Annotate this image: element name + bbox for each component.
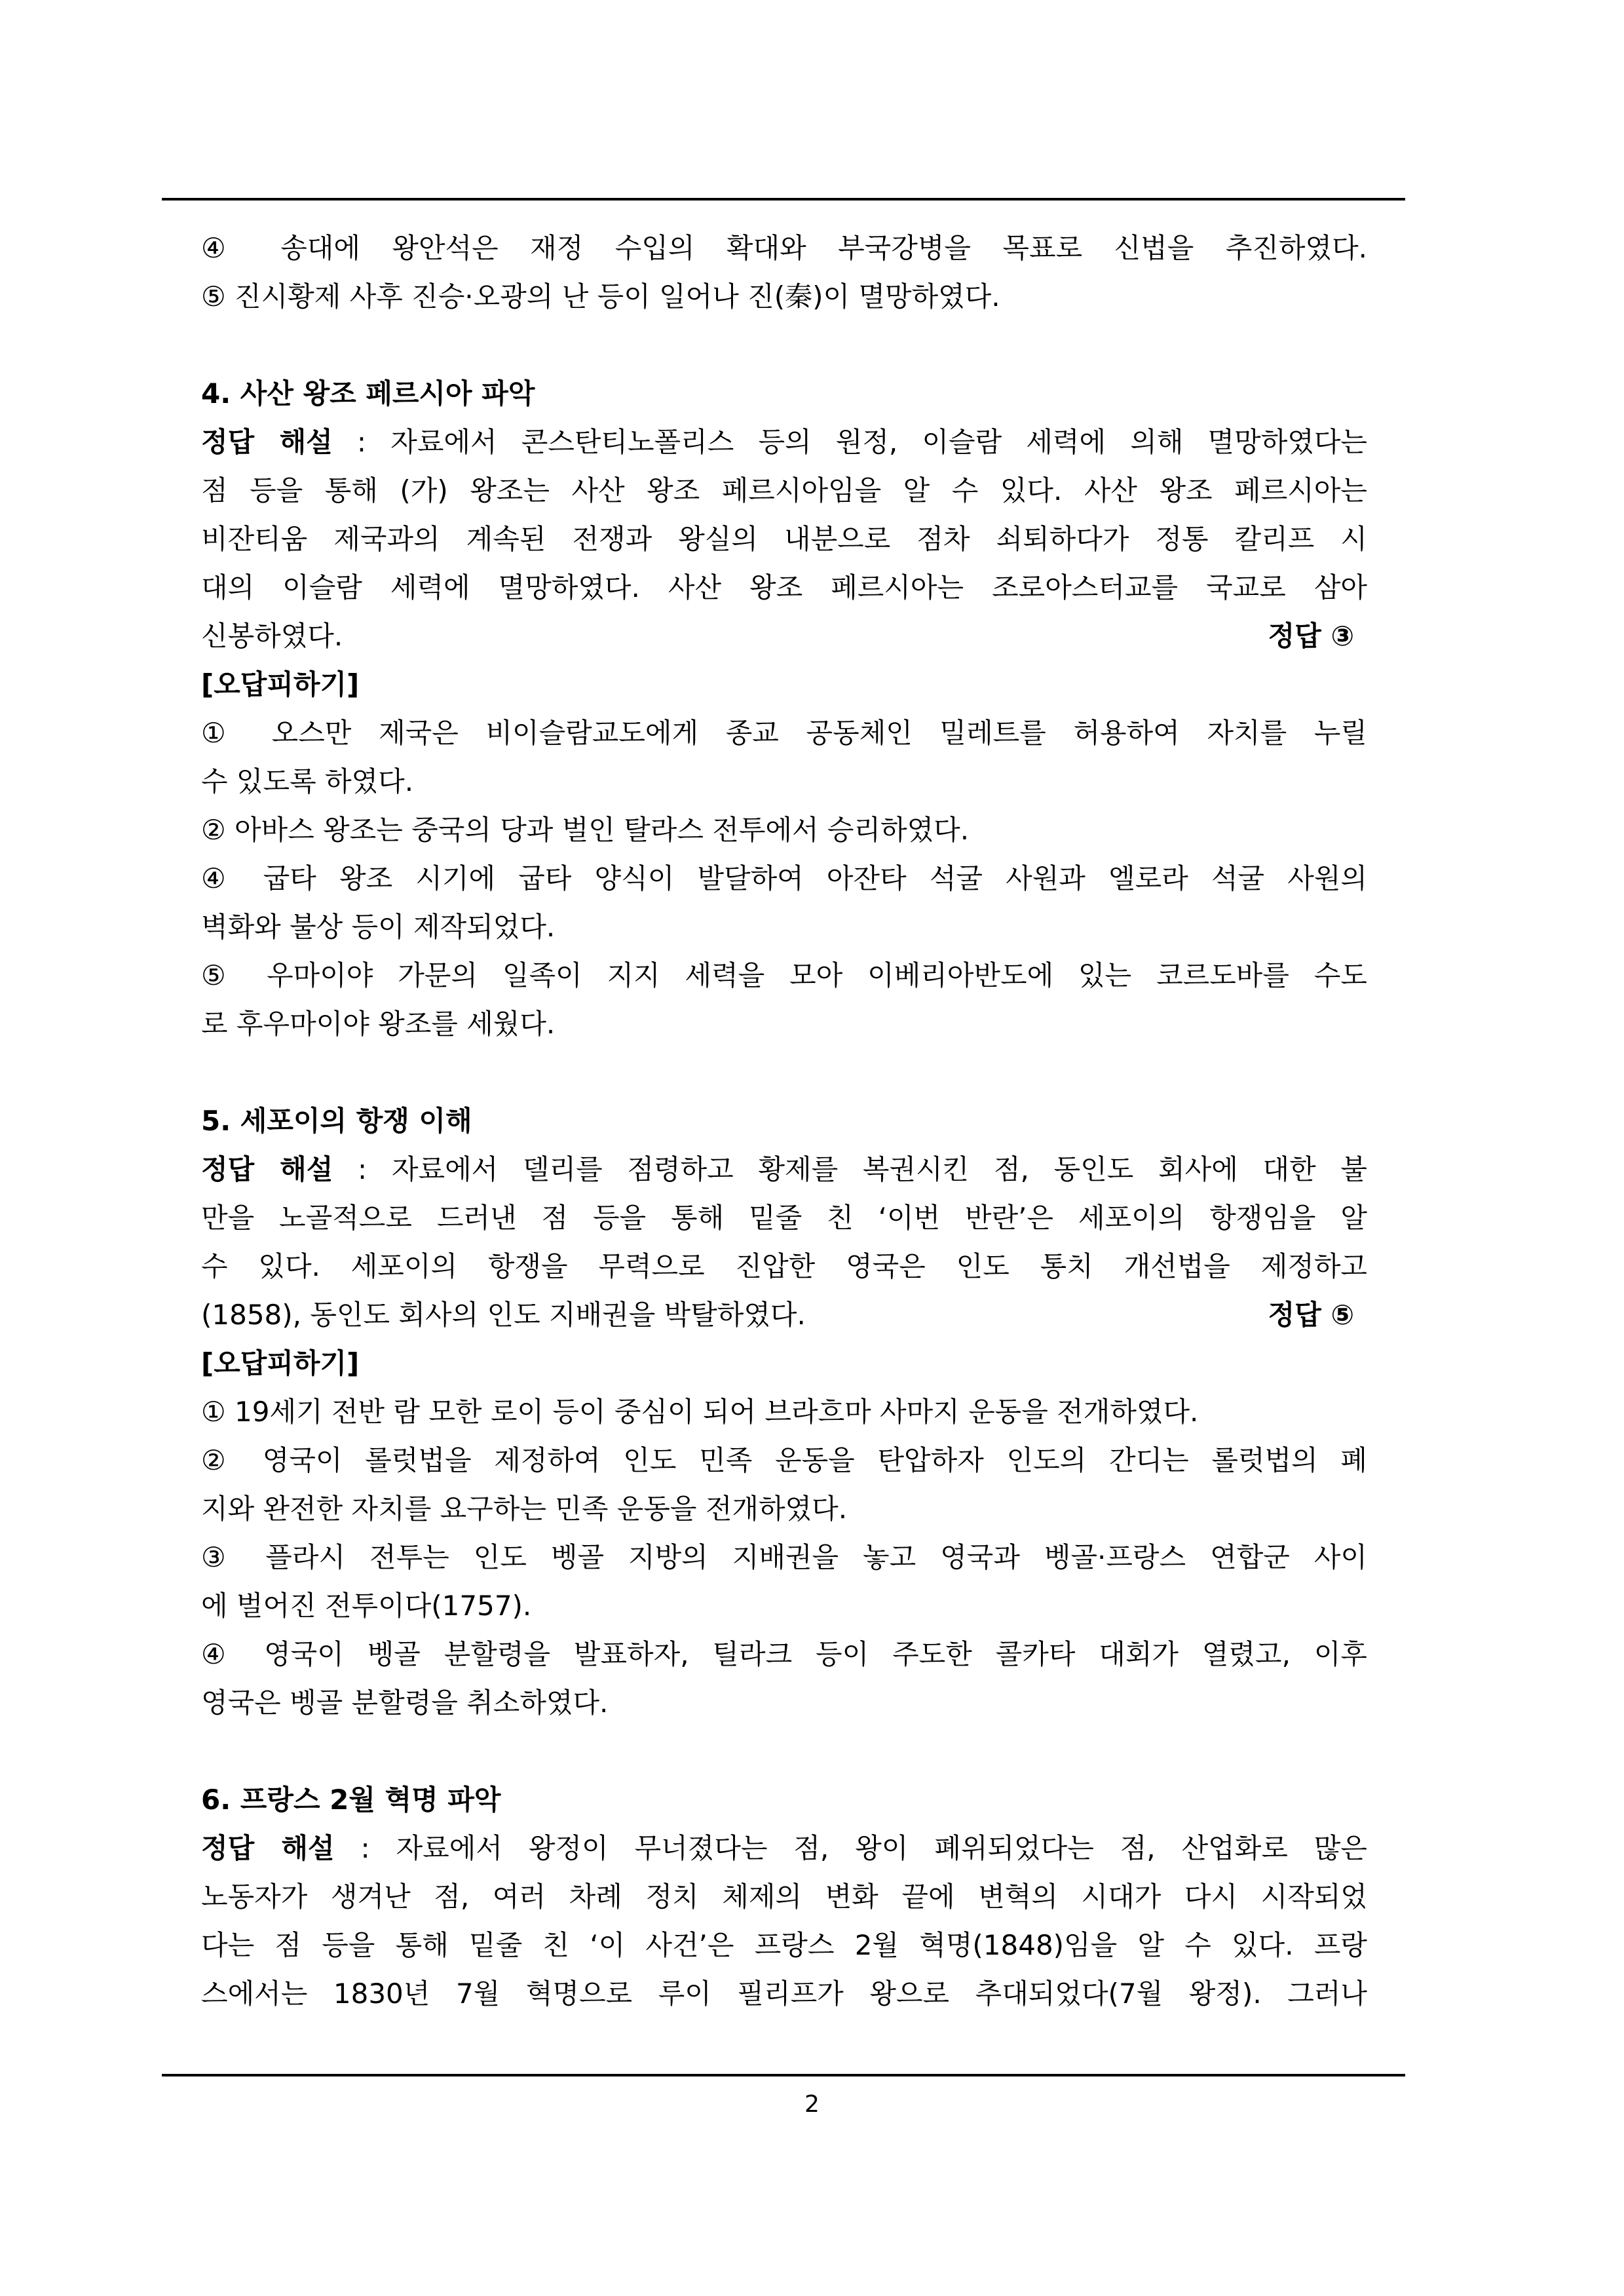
explanation-line: 점 등을 통해 (가) 왕조는 사산 왕조 페르시아임을 알 수 있다. 사산 왕조 페르시아는 [201, 474, 1367, 507]
answer-label: 정답 해설 [201, 1832, 335, 1864]
option-line: ⑤ 진시황제 사후 진승·오광의 난 등이 일어나 진(秦)이 멸망하였다. [201, 280, 1000, 313]
explanation-text: : 자료에서 델리를 점령하고 황제를 복권시킨 점, 동인도 회사에 대한 불 [333, 1153, 1367, 1185]
wrong-answer-line: ③ 플라시 전투는 인도 벵골 지방의 지배권을 놓고 영국과 벵골·프랑스 연합군 사이 [201, 1541, 1367, 1573]
footer-rule [162, 2074, 1405, 2076]
explanation-line: 신봉하였다. [201, 620, 343, 652]
explanation-line: 다는 점 등을 통해 밑줄 친 ‘이 사건’은 프랑스 2월 혁명(1848)임을 알 수 있다. 프랑 [201, 1929, 1367, 1961]
section-heading: 5. 세포이의 항쟁 이해 [201, 1105, 472, 1137]
wrong-answer-line: 지와 완전한 자치를 요구하는 민족 운동을 전개하였다. [201, 1493, 848, 1525]
answer-label: 정답 해설 [201, 426, 333, 458]
explanation-text: : 자료에서 콘스탄티노폴리스 등의 원정, 이슬람 세력에 의해 멸망하였다는 [332, 426, 1367, 458]
explanation-line: 대의 이슬람 세력에 멸망하였다. 사산 왕조 페르시아는 조로아스터교를 국교로 삼아 [201, 571, 1367, 603]
header-rule [162, 198, 1405, 201]
wrong-answers-title: [오답피하기] [201, 1347, 360, 1379]
answer-row [201, 1291, 1367, 1339]
spacer [201, 1048, 1367, 1097]
wrong-answer-line: 에 벌어진 전투이다(1757). [201, 1590, 532, 1622]
spacer [201, 1727, 1367, 1776]
explanation-line: 수 있다. 세포이의 항쟁을 무력으로 진압한 영국은 인도 통치 개선법을 제정하고 [201, 1250, 1367, 1282]
wrong-answer-line: ① 19세기 전반 람 모한 로이 등이 중심이 되어 브라흐마 사마지 운동을 전개하였다. [201, 1396, 1199, 1428]
wrong-answer-line: 로 후우마이야 왕조를 세웠다. [201, 1008, 556, 1040]
wrong-answers-title: [오답피하기] [201, 668, 360, 700]
wrong-answer-line: ② 영국이 롤럿법을 제정하여 인도 민족 운동을 탄압하자 인도의 간디는 롤럿법의 폐 [201, 1444, 1367, 1476]
explanation-first-line [201, 1145, 1367, 1194]
explanation-line: 비잔티움 제국과의 계속된 전쟁과 왕실의 내분으로 점차 쇠퇴하다가 정통 칼리프 시 [201, 523, 1367, 555]
section-heading: 4. 사산 왕조 페르시아 파악 [201, 377, 535, 410]
section-heading: 6. 프랑스 2월 혁명 파악 [201, 1784, 501, 1816]
explanation-line: 노동자가 생겨난 점, 여러 차례 정치 체제의 변화 끝에 변혁의 시대가 다시 시작되었 [201, 1881, 1367, 1913]
option-line: ④ 송대에 왕안석은 재정 수입의 확대와 부국강병을 목표로 신법을 추진하였다. [201, 232, 1367, 264]
wrong-answer-line: ⑤ 우마이야 가문의 일족이 지지 세력을 모아 이베리아반도에 있는 코르도바를 수도 [201, 959, 1367, 991]
answer-row [201, 612, 1367, 660]
explanation-line: (1858), 동인도 회사의 인도 지배권을 박탈하였다. [201, 1299, 806, 1331]
wrong-answer-line: 영국은 벵골 분할령을 취소하였다. [201, 1687, 609, 1719]
wrong-answer-line: 수 있도록 하였다. [201, 765, 414, 797]
spacer [201, 321, 1367, 370]
wrong-answer-line: ① 오스만 제국은 비이슬람교도에게 종교 공동체인 밀레트를 허용하여 자치를 누릴 [201, 717, 1367, 749]
page-body [201, 224, 1367, 2018]
correct-answer: 정답 ③ [1268, 620, 1354, 652]
wrong-answer-line: 벽화와 불상 등이 제작되었다. [201, 911, 556, 943]
explanation-first-line [201, 418, 1367, 467]
explanation-line: 만을 노골적으로 드러낸 점 등을 통해 밑줄 친 ‘이번 반란’은 세포이의 항쟁임을 알 [201, 1202, 1367, 1234]
answer-label: 정답 해설 [201, 1153, 333, 1185]
page-number: 2 [804, 2091, 820, 2118]
wrong-answer-line: ② 아바스 왕조는 중국의 당과 벌인 탈라스 전투에서 승리하였다. [201, 814, 970, 846]
wrong-answer-line: ④ 굽타 왕조 시기에 굽타 양식이 발달하여 아잔타 석굴 사원과 엘로라 석굴 사원의 [201, 862, 1367, 894]
wrong-answer-line: ④ 영국이 벵골 분할령을 발표하자, 틸라크 등이 주도한 콜카타 대회가 열렸고, 이후 [201, 1638, 1367, 1670]
correct-answer: 정답 ⑤ [1268, 1299, 1354, 1331]
explanation-line: 스에서는 1830년 7월 혁명으로 루이 필리프가 왕으로 추대되었다(7월 왕정). 그러나 [201, 1978, 1367, 2010]
explanation-first-line [201, 1824, 1367, 1873]
explanation-text: : 자료에서 왕정이 무너졌다는 점, 왕이 폐위되었다는 점, 산업화로 많은 [334, 1832, 1367, 1864]
